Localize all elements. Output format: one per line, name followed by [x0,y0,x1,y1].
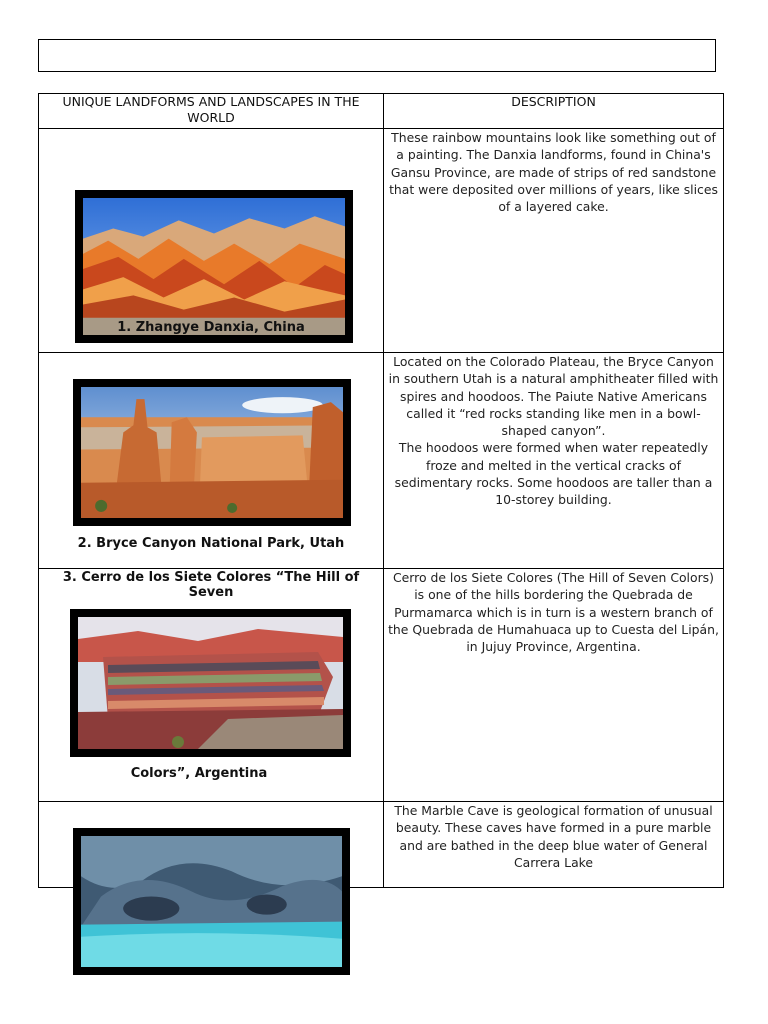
table-row [39,802,724,888]
description-text: Located on the Colorado Plateau, the Bryce Canyon in southern Utah is a natural amphitheater filled with spires and hoodoos. The Paiute Native Americans called it “red rocks standing like men in a bowl-shaped canyon”. [388,354,719,439]
landform-cell [39,129,384,353]
description-text: These rainbow mountains look like something out of a painting. The Danxia landforms, found in China's Gansu Province, are made of strips of red sandstone that were deposited over millions of years, like slices of a layered cake. [389,130,718,215]
landform-caption: 1. Zhangye Danxia, China [117,320,305,335]
description-text: Cerro de los Siete Colores (The Hill of Seven Colors) is one of the hills bordering the Quebrada de Purmamarca which is in turn is a western branch of the Quebrada de Humahuaca up to Cuesta del Lipán, in Jujuy Province, Argentina. [388,570,719,655]
header-landforms: UNIQUE LANDFORMS AND LANDSCAPES IN THE WORLD [39,94,384,129]
hill-of-seven-colors-photo [70,609,351,757]
document-title-box [38,39,716,72]
table-row [39,353,724,569]
header-description: DESCRIPTION [384,94,724,129]
landform-caption-top: 3. Cerro de los Siete Colores “The Hill of Seven [62,570,360,600]
description-cell [384,802,724,888]
description-text-2: The hoodoos were formed when water repeatedly froze and melted in the vertical cracks of sedimentary rocks. Some hoodoos are taller than a 10-storey building. [394,440,713,508]
description-text: The Marble Cave is geological formation of unusual beauty. These caves have formed in a pure marble and are bathed in the deep blue water of General Carrera Lake [394,803,713,870]
marble-cave-photo [73,828,350,975]
landform-cell [39,353,384,569]
bryce-canyon-photo [73,379,351,526]
landform-cell [39,802,384,888]
landform-caption: 2. Bryce Canyon National Park, Utah [77,536,345,551]
landform-cell [39,569,384,802]
description-cell [384,353,724,569]
landform-caption-bottom: Colors”, Argentina [130,766,268,781]
table-header-row [39,94,724,129]
description-cell [384,129,724,353]
table-row [39,129,724,353]
table-row [39,569,724,802]
description-cell [384,569,724,802]
landforms-table [38,93,724,888]
